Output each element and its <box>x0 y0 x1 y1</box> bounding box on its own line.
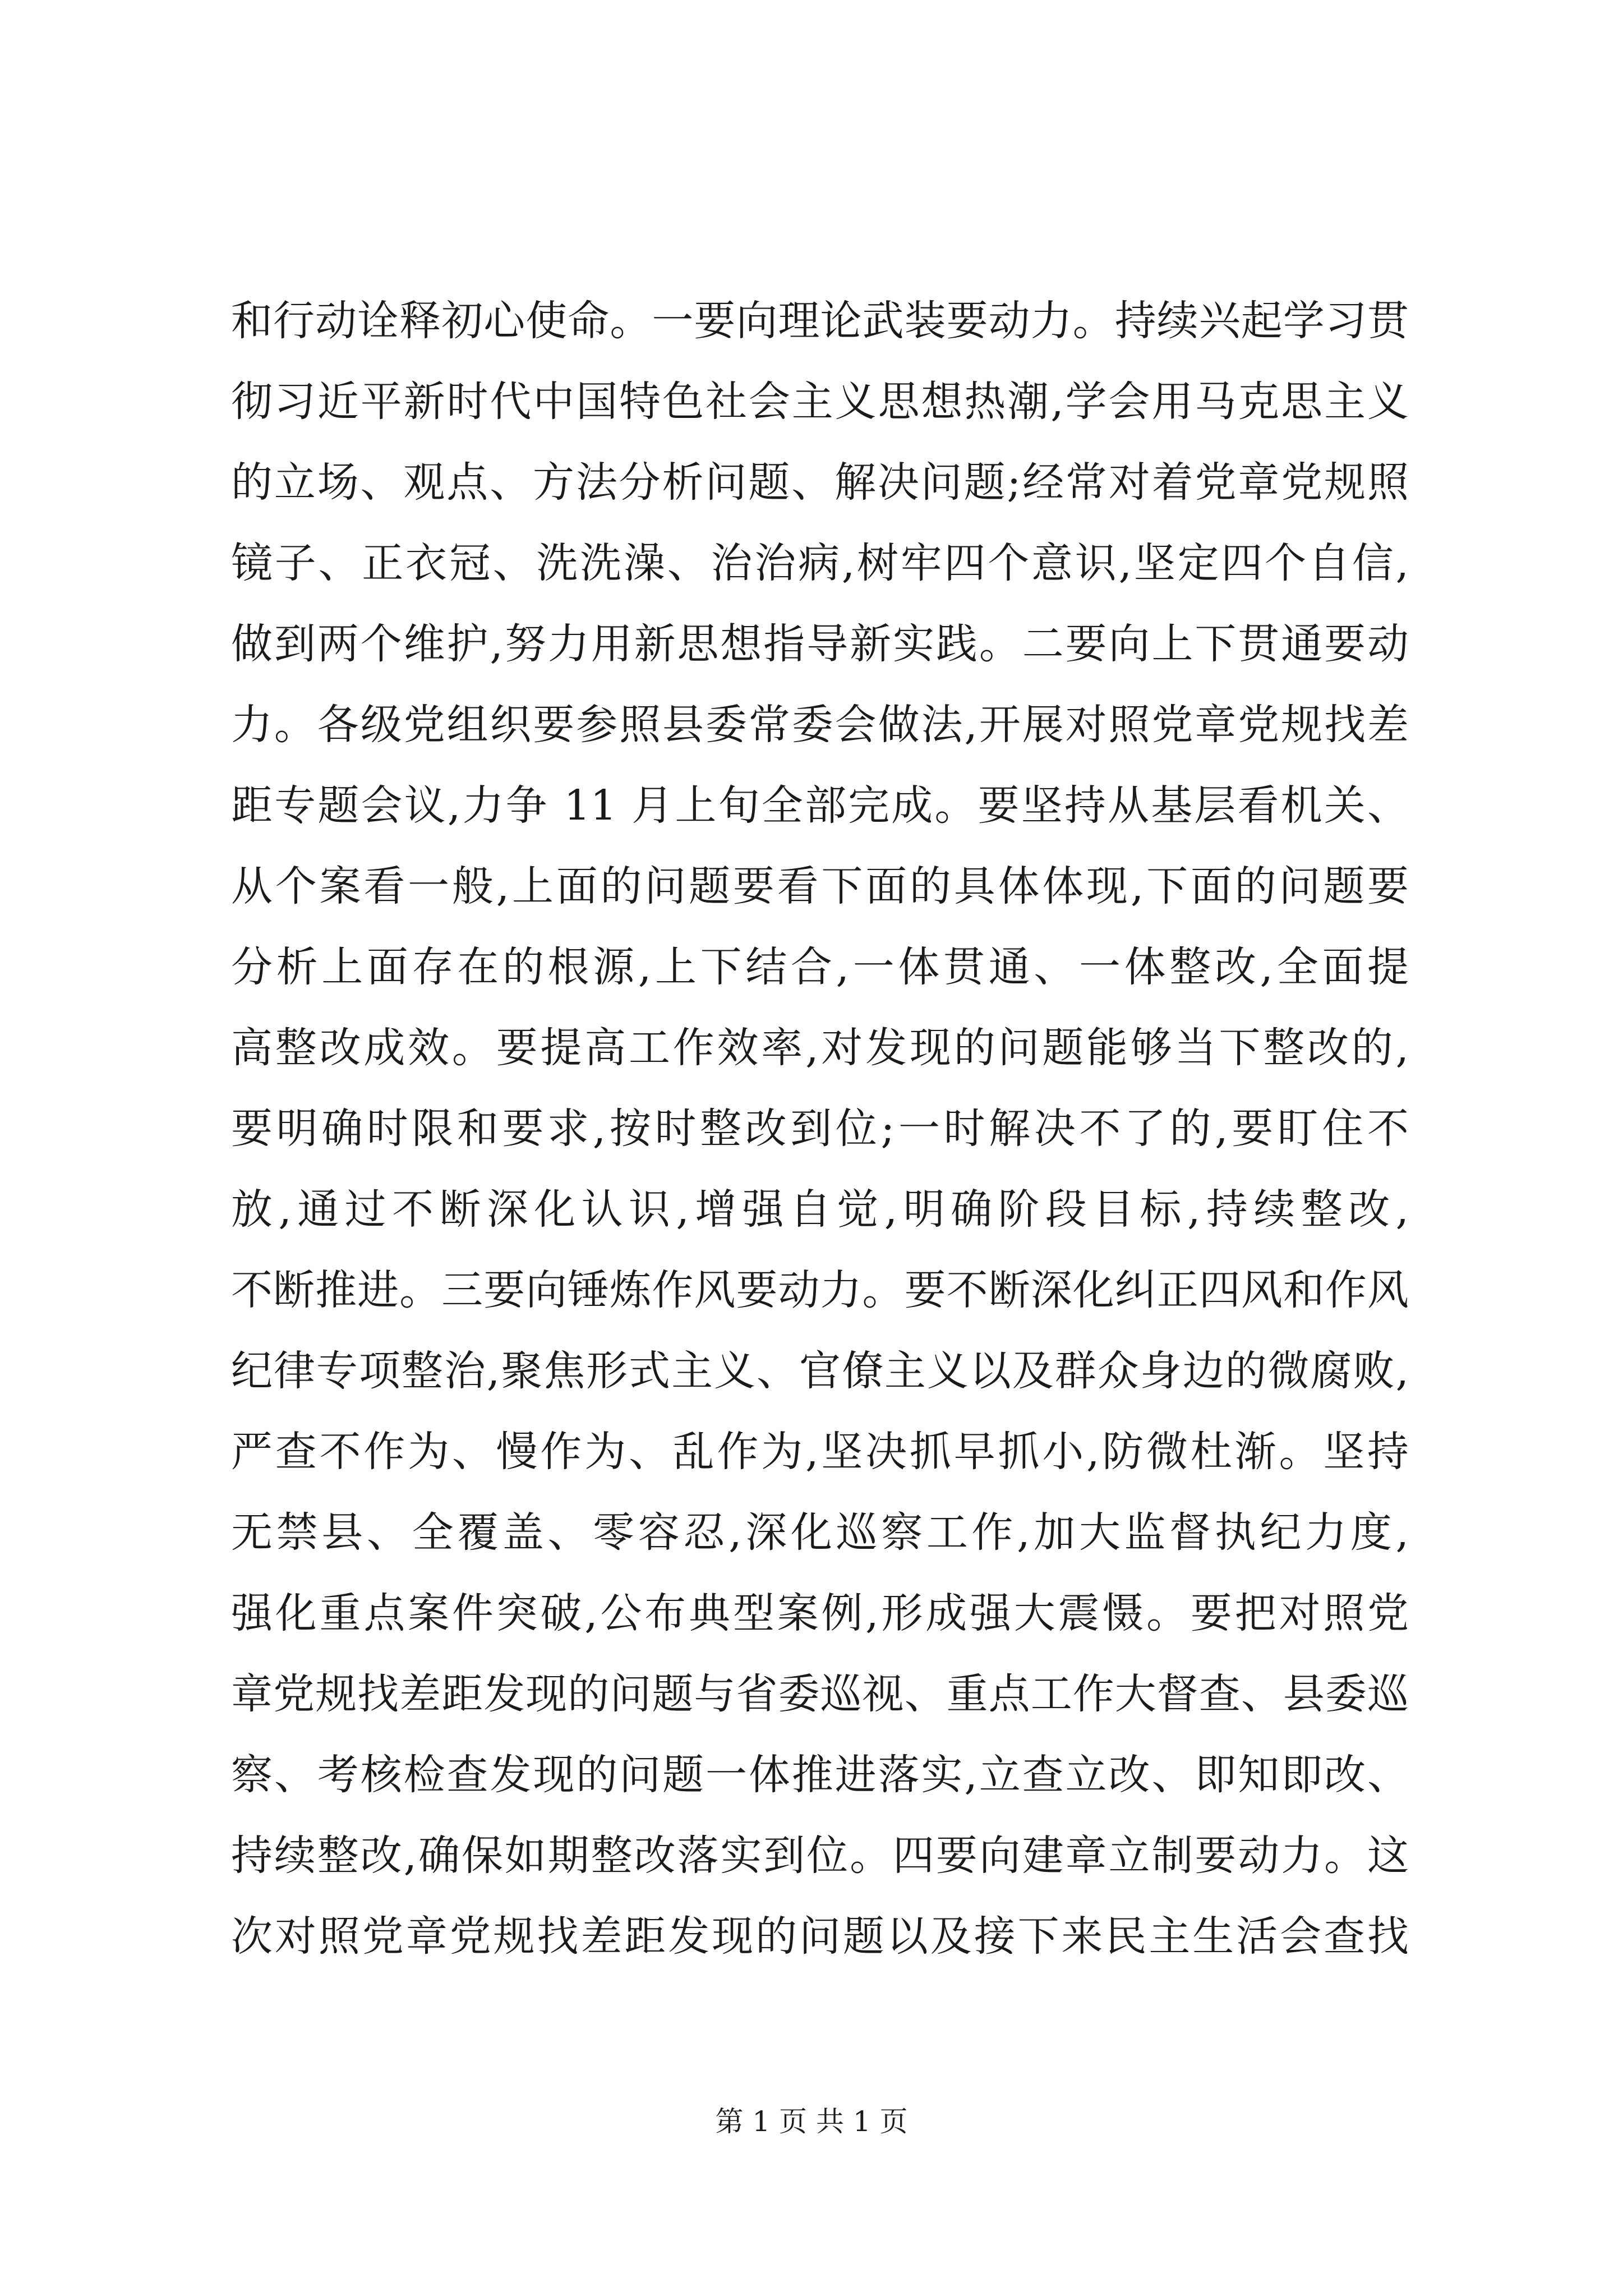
text-line: 从个案看一般,上面的问题要看下面的具体体现,下面的问题要 <box>231 862 1409 910</box>
text-line: 无禁县、全覆盖、零容忍,深化巡察工作,加大监督执纪力度, <box>231 1508 1409 1557</box>
text-line: 的立场、观点、方法分析问题、解决问题;经常对着党章党规照 <box>231 458 1409 507</box>
text-line: 不断推进。三要向锤炼作风要动力。要不断深化纠正四风和作风 <box>231 1266 1409 1314</box>
text-line: 严查不作为、慢作为、乱作为,坚决抓早抓小,防微杜渐。坚持 <box>231 1428 1409 1476</box>
text-line: 持续整改,确保如期整改落实到位。四要向建章立制要动力。这 <box>231 1832 1409 1880</box>
text-line: 和行动诠释初心使命。一要向理论武装要动力。持续兴起学习贯 <box>231 297 1409 345</box>
text-line: 镜子、正衣冠、洗洗澡、治治病,树牢四个意识,坚定四个自信, <box>231 539 1409 587</box>
text-line: 章党规找差距发现的问题与省委巡视、重点工作大督查、县委巡 <box>231 1670 1409 1718</box>
text-line: 次对照党章党规找差距发现的问题以及接下来民主生活会查找 <box>231 1912 1409 1961</box>
text-line: 放,通过不断深化认识,增强自觉,明确阶段目标,持续整改, <box>231 1185 1409 1234</box>
text-line: 力。各级党组织要参照县委常委会做法,开展对照党章党规找差 <box>231 701 1409 749</box>
text-line: 距专题会议,力争 11 月上旬全部完成。要坚持从基层看机关、 <box>231 781 1409 830</box>
page-number-footer: 第 1 页 共 1 页 <box>715 2105 908 2138</box>
text-line: 纪律专项整治,聚焦形式主义、官僚主义以及群众身边的微腐败, <box>231 1347 1409 1395</box>
text-line: 高整改成效。要提高工作效率,对发现的问题能够当下整改的, <box>231 1024 1409 1072</box>
text-line: 分析上面存在的根源,上下结合,一体贯通、一体整改,全面提 <box>231 943 1409 991</box>
text-line: 察、考核检查发现的问题一体推进落实,立查立改、即知即改、 <box>231 1751 1409 1799</box>
body-text <box>231 280 1409 1977</box>
text-line: 做到两个维护,努力用新思想指导新实践。二要向上下贯通要动 <box>231 620 1409 668</box>
text-line: 彻习近平新时代中国特色社会主义思想热潮,学会用马克思主义 <box>231 378 1409 426</box>
text-line: 强化重点案件突破,公布典型案例,形成强大震慑。要把对照党 <box>231 1589 1409 1637</box>
text-line: 要明确时限和要求,按时整改到位;一时解决不了的,要盯住不 <box>231 1105 1409 1153</box>
